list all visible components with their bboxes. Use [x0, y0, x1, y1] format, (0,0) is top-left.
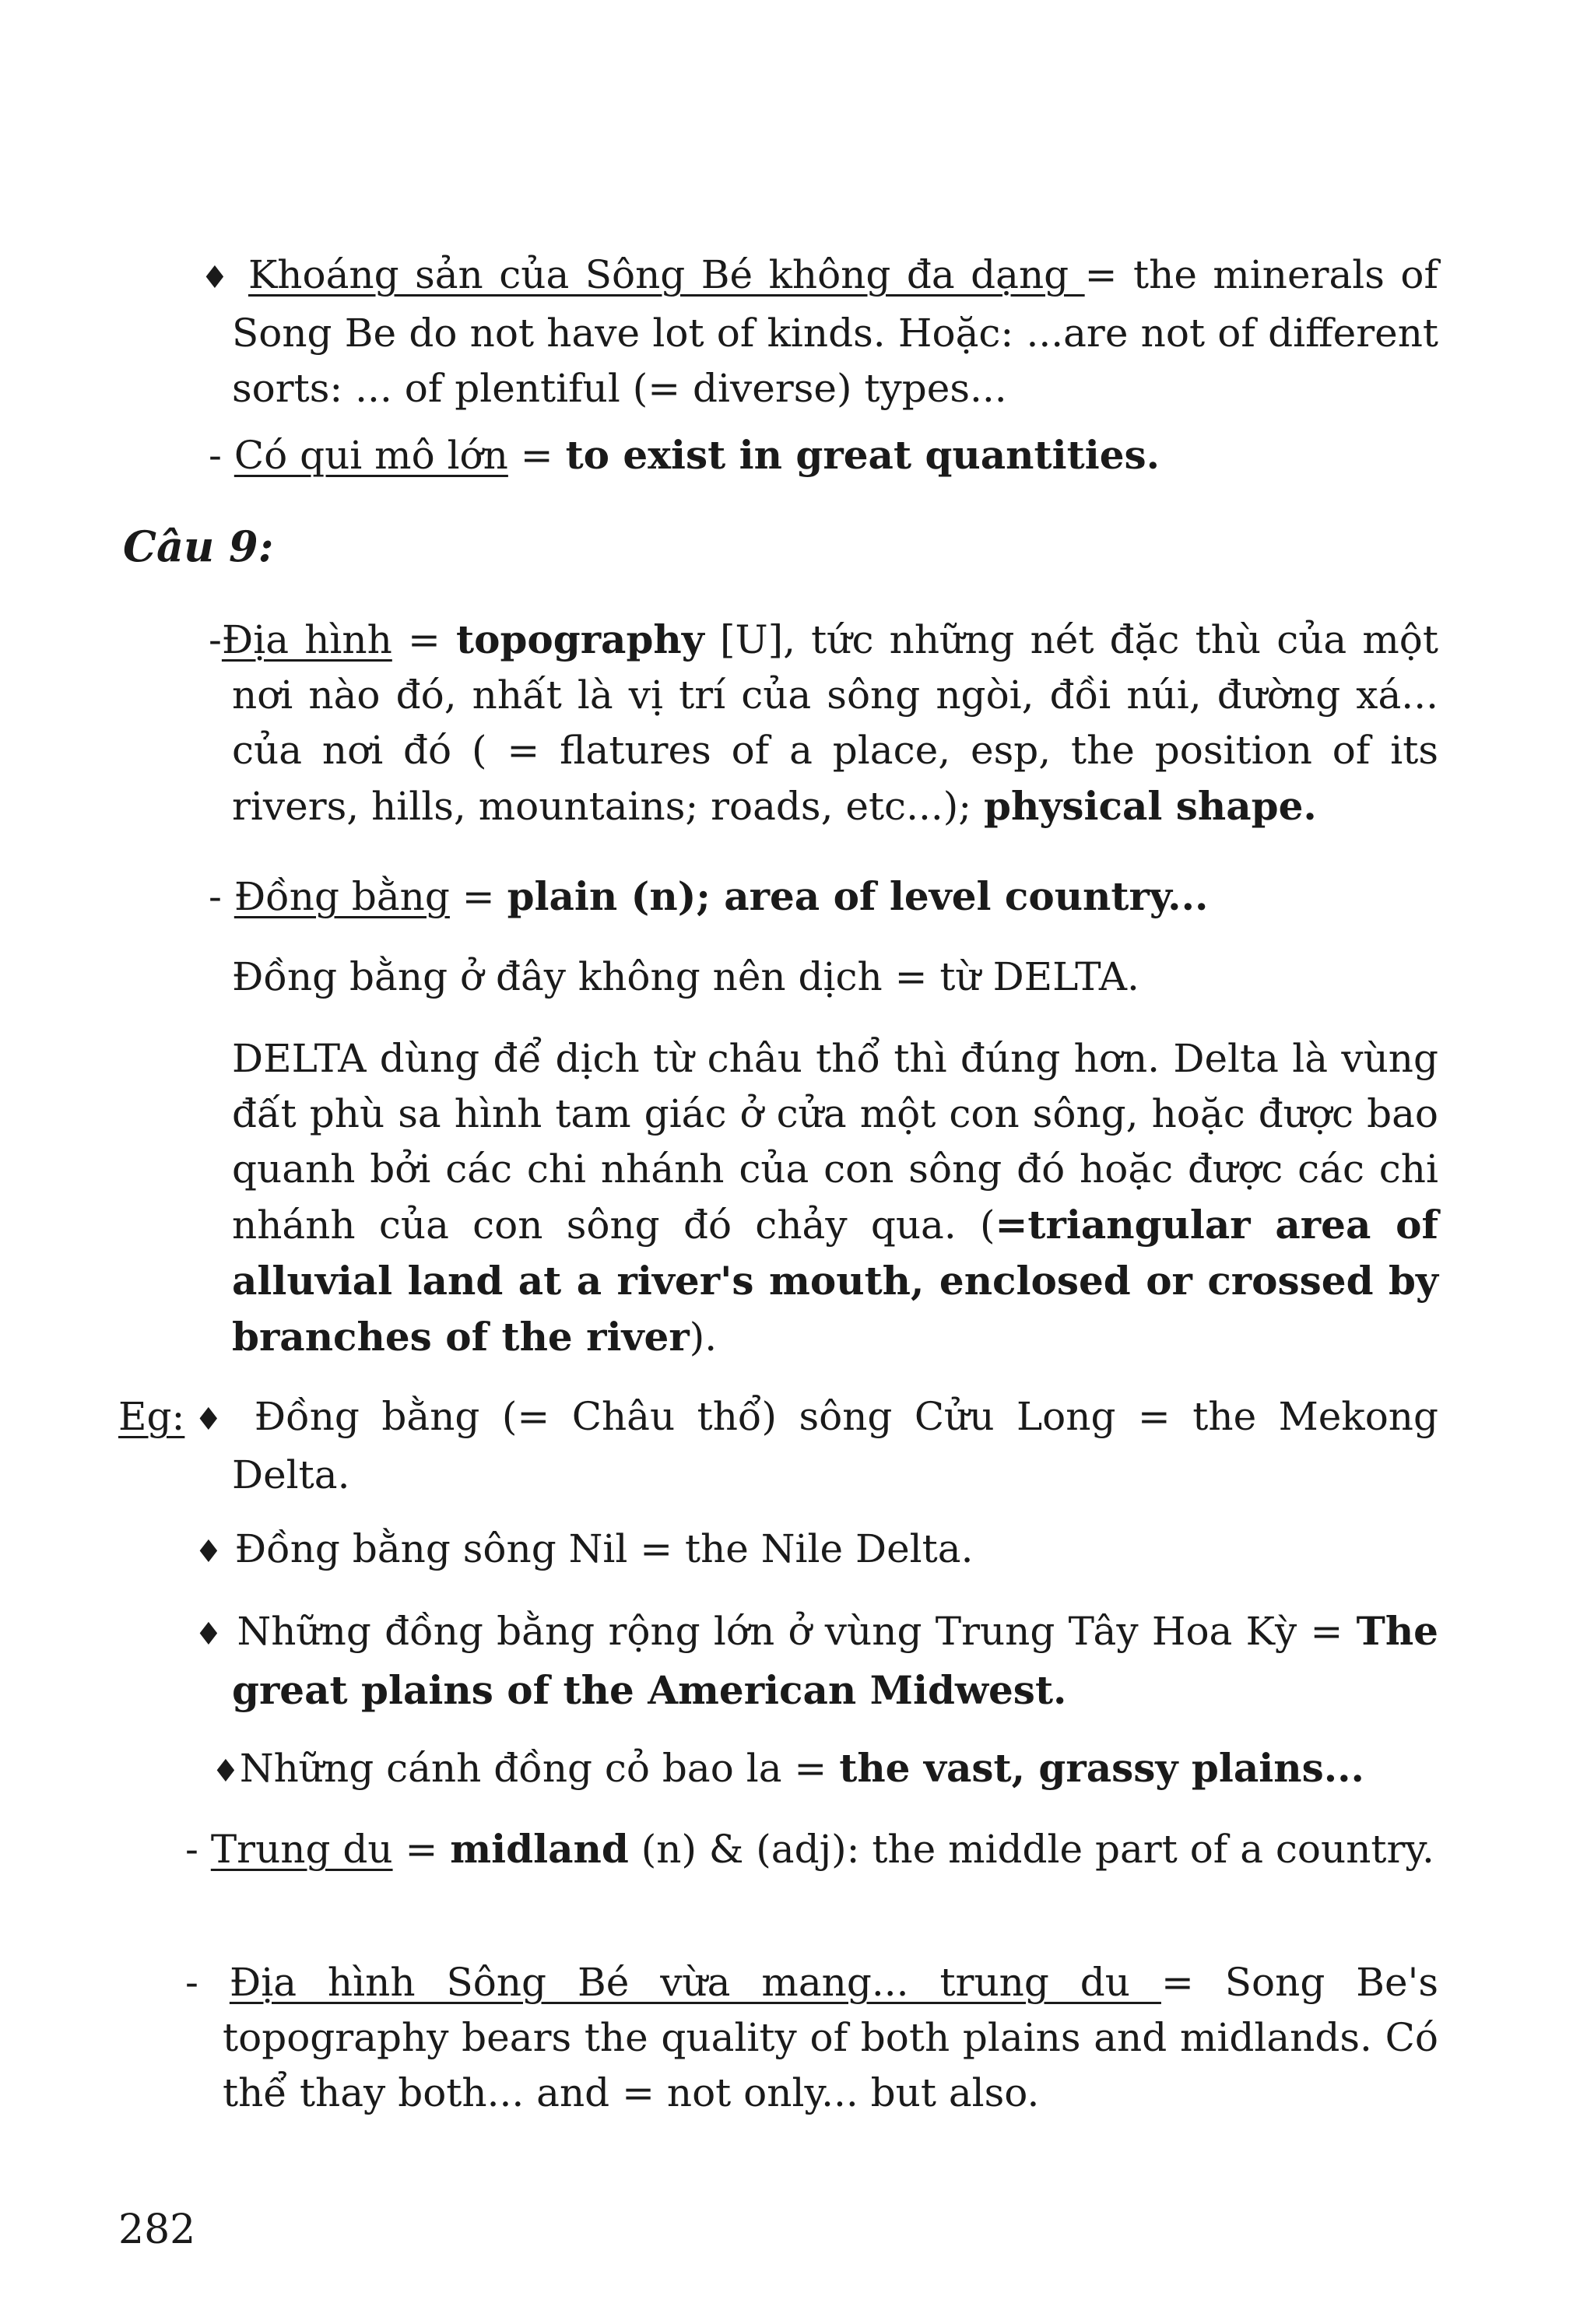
example-mekong: [118, 1389, 1438, 1503]
example-text: Những đồng bằng rộng lớn ở vùng Trung Tây Hoa Kỳ =: [237, 1609, 1357, 1654]
bullet-icon: ♦: [184, 1402, 233, 1438]
term: Đồng bằng: [233, 874, 450, 919]
dash: -: [209, 617, 222, 662]
translation: topography: [456, 616, 704, 662]
closing: ).: [689, 1315, 718, 1360]
translation: the vast, grassy plains...: [839, 1745, 1364, 1791]
dash: -: [209, 874, 222, 919]
example-midwest: [195, 1603, 1438, 1718]
note-delta: Đồng bằng ở đây không nên dịch = từ DELTA.: [232, 954, 1139, 999]
translation-2: physical shape.: [984, 783, 1317, 829]
example-text: Những cánh đồng cỏ bao la =: [239, 1746, 840, 1791]
definition: = Song Be's topography bears the quality of both plains and midlands. Có thể thay both... and = not only... but also.: [223, 1960, 1438, 2115]
dash: -: [209, 433, 222, 478]
definition: (n) & (adj): the middle part of a country.: [628, 1827, 1434, 1872]
bullet-icon: ♦: [195, 1534, 223, 1570]
entry-plain: [209, 869, 1415, 925]
definition: = the minerals of Song Be do not have lot of kinds. Hoặc: ...are not of different sorts: ... of plentiful (= diverse) types...: [232, 252, 1439, 411]
entry-song-be-topography: [185, 1955, 1438, 2121]
page-number: 282: [118, 2206, 196, 2253]
translation: plain (n); area of level country...: [507, 873, 1209, 919]
translation: midland: [450, 1826, 629, 1872]
entry-great-quantities: [209, 427, 1415, 483]
translation: The great plains of the American Midwest.: [232, 1608, 1438, 1713]
entry-midland: [185, 1821, 1438, 1877]
equals: =: [449, 874, 507, 919]
entry-minerals: [201, 247, 1439, 416]
paragraph-delta: [232, 1031, 1438, 1365]
term: Trung du: [210, 1827, 393, 1872]
bullet-icon: ♦: [195, 1617, 224, 1652]
dash: -: [185, 1827, 198, 1872]
term: Khoáng sản của Sông Bé không đa dạng: [248, 252, 1085, 297]
equals: =: [391, 617, 456, 662]
translation: =triangular area of alluvial land at a river's mouth, enclosed or crossed by branches of the river: [232, 1202, 1438, 1360]
section-heading: Câu 9:: [123, 521, 274, 571]
bullet-icon: ♦: [201, 260, 233, 296]
example-nile: [195, 1522, 1401, 1580]
bullet-icon: ♦: [212, 1754, 240, 1789]
term: Địa hình: [221, 617, 392, 662]
eg-label: Eg:: [118, 1394, 185, 1439]
dash: -: [185, 1960, 198, 2005]
term: Địa hình Sông Bé vừa mang... trung du: [229, 1960, 1161, 2005]
translation: to exist in great quantities.: [565, 432, 1160, 478]
equals: =: [392, 1827, 451, 1872]
definition: DELTA dùng để dịch từ châu thổ thì đúng hơn. Delta là vùng đất phù sa hình tam giác ở cửa một con sông, hoặc được bao quanh bởi các chi nhánh của con sông đó hoặc được các chi nhánh của con sông đó chảy qua. (: [232, 1036, 1438, 1248]
example-text: Đồng bằng sông Nil = the Nile Delta.: [234, 1526, 974, 1571]
definition: [U], tức những nét đặc thù của một nơi nào đó, nhất là vị trí của sông ngòi, đồi núi, đường xá... của nơi đó ( = flatures of a place, esp, the position of its rivers, hills, mountains; roads, etc...);: [232, 617, 1438, 829]
entry-topography: [209, 612, 1438, 834]
equals: =: [507, 433, 566, 478]
term: Có qui mô lớn: [233, 433, 508, 478]
example-text: Đồng bằng (= Châu thổ) sông Cửu Long = the Mekong Delta.: [232, 1394, 1439, 1497]
example-grassy: [212, 1740, 1418, 1799]
